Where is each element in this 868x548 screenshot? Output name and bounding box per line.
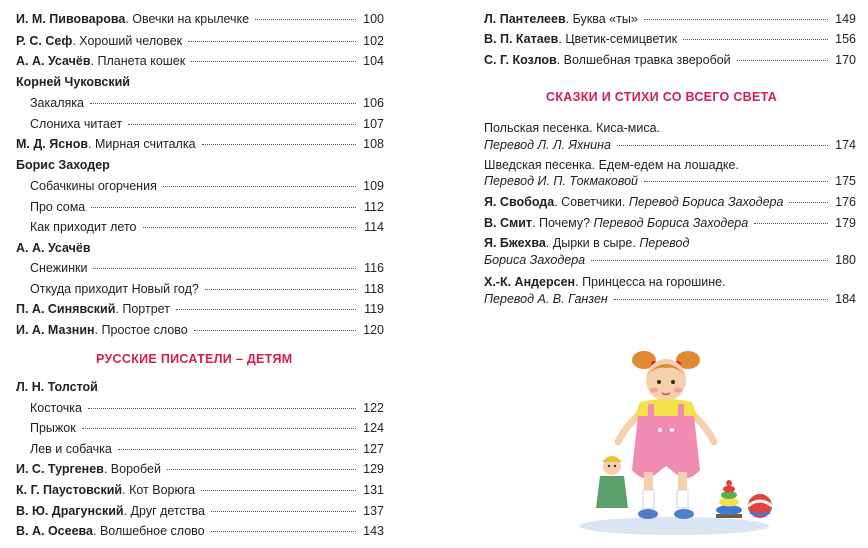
entry-title: Волшебное слово <box>99 524 205 538</box>
toc-entry-turgenev[interactable]: И. С. Тургенев. Воробей 129 <box>16 459 384 479</box>
entry-author: Л. Пантелеев <box>484 12 566 26</box>
toc-entry-smit[interactable]: В. Смит. Почему? Перевод Бориса Заходера 179 <box>484 213 856 233</box>
ground-shadow <box>579 517 769 535</box>
entry-translator: Перевод И. П. Токмаковой <box>484 174 638 188</box>
entry-title: Кот Ворюга <box>129 483 196 497</box>
girl-figure <box>618 351 714 519</box>
author-heading-tolstoy: Л. Н. Толстой <box>16 380 98 394</box>
toc-entry-oseeva[interactable]: В. А. Осеева. Волшебное слово 143 <box>16 521 384 541</box>
entry-title: Закаляка <box>30 96 84 110</box>
toc-entry-novy-god[interactable] <box>16 279 384 299</box>
toc-entry-lev-sobachka[interactable] <box>16 439 384 459</box>
toc-entry-kozlov[interactable]: С. Г. Козлов. Волшебная травка зверобой 170 <box>484 50 856 70</box>
toc-entry-sinyavsky[interactable]: П. А. Синявский. Портрет 119 <box>16 299 384 319</box>
entry-author: А. А. Усачёв <box>16 54 91 68</box>
entry-page: 175 <box>835 174 856 188</box>
entry-page: 174 <box>835 138 856 152</box>
entry-title: Простое слово <box>101 323 188 337</box>
entry-page: 120 <box>363 323 384 337</box>
author-heading-chukovsky: Корней Чуковский <box>16 75 130 89</box>
entry-author: И. А. Мазнин <box>16 323 95 337</box>
dot-leader <box>167 469 356 470</box>
dot-leader <box>591 260 828 261</box>
entry-author: И. С. Тургенев <box>16 462 104 476</box>
dot-leader <box>201 490 356 491</box>
dot-leader <box>205 289 356 290</box>
entry-title: Портрет <box>122 302 170 316</box>
entry-author: К. Г. Паустовский <box>16 483 123 497</box>
entry-page: 180 <box>835 253 856 267</box>
entry-author: С. Г. Козлов <box>484 53 557 67</box>
dot-leader <box>211 511 356 512</box>
toc-entry-kostochka[interactable] <box>16 398 384 418</box>
entry-page: 118 <box>364 282 384 296</box>
entry-author: И. М. Пивоварова <box>16 12 126 26</box>
dot-leader <box>255 19 356 20</box>
entry-title: Собачкины огорчения <box>30 179 157 193</box>
entry-page: 137 <box>363 504 384 518</box>
toc-entry-usachev-cats[interactable]: А. А. Усачёв. Планета кошек 104 <box>16 51 384 71</box>
entry-page: 122 <box>363 401 384 415</box>
girl-illustration <box>574 338 774 538</box>
entry-title: Шведская песенка. Едем-едем на лошадке. <box>484 158 739 172</box>
entry-translator: Перевод Л. Л. Яхнина <box>484 138 611 152</box>
toc-entry-zakalyaka[interactable] <box>16 93 384 113</box>
entry-title: Друг детства <box>130 504 205 518</box>
toc-entry-bzhekhva-title[interactable]: Я. Бжехва. Дырки в сыре. Перевод <box>484 236 690 250</box>
toc-entry-pivovarova[interactable]: И. М. Пивоварова. Овечки на крылечке 100 <box>16 9 384 29</box>
toc-entry-maznin[interactable]: И. А. Мазнин. Простое слово 120 <box>16 320 384 340</box>
author-heading-usachev: А. А. Усачёв <box>16 241 91 255</box>
entry-author: М. Д. Яснов <box>16 137 89 151</box>
entry-author: Я. Свобода <box>484 195 555 209</box>
dot-leader <box>82 428 356 429</box>
entry-author: В. Смит <box>484 216 533 230</box>
entry-author: Я. Бжехва <box>484 236 546 250</box>
pyramid-toy <box>716 480 742 518</box>
entry-title: Прыжок <box>30 421 76 435</box>
entry-page: 107 <box>363 117 384 131</box>
toc-entry-sobachkiny[interactable] <box>16 176 384 196</box>
toc-entry-svoboda[interactable]: Я. Свобода. Советчики. Перевод Бориса Заходера 176 <box>484 192 856 212</box>
toc-entry-pro-soma[interactable] <box>16 197 384 217</box>
toc-entry-sef[interactable]: Р. С. Сеф. Хороший человек 102 <box>16 31 384 51</box>
entry-title: Овечки на крылечке <box>132 12 250 26</box>
toc-entry-snezhinki[interactable] <box>16 258 384 278</box>
entry-title: Волшебная травка зверобой <box>563 53 731 67</box>
toc-entry-pryzhok[interactable] <box>16 418 384 438</box>
entry-author: В. Ю. Драгунский <box>16 504 124 518</box>
entry-translator: Перевод Бориса Заходера <box>628 195 784 209</box>
entry-translator: Бориса Заходера <box>484 253 586 267</box>
dot-leader <box>789 202 828 203</box>
entry-title: Слониха читает <box>30 117 123 131</box>
section-title-russian-writers: РУССКИЕ ПИСАТЕЛИ – ДЕТЯМ <box>96 352 293 366</box>
entry-title: Хороший человек <box>79 34 183 48</box>
entry-title: Дырки в сыре. <box>552 236 636 250</box>
entry-title: Косточка <box>30 401 82 415</box>
entry-translator: Перевод Бориса Заходера <box>593 216 749 230</box>
dot-leader <box>614 299 828 300</box>
entry-title: Как приходит лето <box>30 220 137 234</box>
entry-title: Принцесса на горошине. <box>582 275 726 289</box>
entry-title: Польская песенка. Киса-миса. <box>484 121 661 135</box>
dot-leader <box>191 61 356 62</box>
section-title-world-tales: СКАЗКИ И СТИХИ СО ВСЕГО СВЕТА <box>546 90 778 104</box>
toc-entry-polish[interactable] <box>484 135 856 155</box>
toc-entry-kataev[interactable]: В. П. Катаев. Цветик-семицветик 156 <box>484 29 856 49</box>
entry-page: 100 <box>363 12 384 26</box>
entry-page: 129 <box>363 462 384 476</box>
toc-entry-paustovsky[interactable]: К. Г. Паустовский. Кот Ворюга 131 <box>16 480 384 500</box>
entry-page: 119 <box>364 302 384 316</box>
dot-leader <box>737 60 828 61</box>
entry-title: Снежинки <box>30 261 88 275</box>
dot-leader <box>93 268 356 269</box>
ball <box>748 494 772 518</box>
dot-leader <box>163 186 356 187</box>
entry-title: Воробей <box>110 462 161 476</box>
toc-entry-leto[interactable] <box>16 217 384 237</box>
entry-page: 112 <box>364 200 384 214</box>
dot-leader <box>88 408 356 409</box>
entry-author: П. А. Синявский <box>16 302 116 316</box>
entry-author: В. А. Осеева <box>16 524 93 538</box>
entry-page: 116 <box>364 261 384 275</box>
entry-title: Буква «ты» <box>572 12 638 26</box>
dot-leader <box>90 103 356 104</box>
entry-title: Цветик-семицветик <box>565 32 678 46</box>
dot-leader <box>91 207 356 208</box>
toc-entry-yasnov[interactable]: М. Д. Яснов. Мирная считалка 108 <box>16 134 384 154</box>
entry-page: 108 <box>363 137 384 151</box>
author-heading-zakhoder: Борис Заходер <box>16 158 110 172</box>
entry-page: 131 <box>363 483 384 497</box>
entry-title: Про сома <box>30 200 86 214</box>
dot-leader <box>202 144 356 145</box>
dot-leader <box>754 223 828 224</box>
entry-title: Советчики. <box>561 195 626 209</box>
entry-title: Планета кошек <box>97 54 186 68</box>
entry-page: 127 <box>363 442 384 456</box>
dot-leader <box>644 181 828 182</box>
entry-title: Мирная считалка <box>94 137 196 151</box>
entry-page: 149 <box>835 12 856 26</box>
entry-page: 156 <box>835 32 856 46</box>
entry-author: В. П. Катаев <box>484 32 559 46</box>
dot-leader <box>683 39 828 40</box>
entry-page: 176 <box>835 195 856 209</box>
entry-page: 109 <box>363 179 384 193</box>
toc-entry-bzhekhva[interactable] <box>484 250 856 270</box>
dot-leader <box>194 330 356 331</box>
toc-entry-slonikha[interactable] <box>16 114 384 134</box>
entry-page: 179 <box>835 216 856 230</box>
entry-title: Лев и собачка <box>30 442 112 456</box>
entry-page: 143 <box>363 524 384 538</box>
entry-title: Откуда приходит Новый год? <box>30 282 199 296</box>
entry-translator-prefix: Перевод <box>639 236 690 250</box>
dot-leader <box>176 309 356 310</box>
dot-leader <box>211 531 356 532</box>
toc-entry-panteleev[interactable]: Л. Пантелеев. Буква «ты» 149 <box>484 9 856 29</box>
dot-leader <box>128 124 356 125</box>
toc-entry-swedish[interactable] <box>484 171 856 191</box>
dot-leader <box>118 449 356 450</box>
entry-translator: Перевод А. В. Ганзен <box>484 292 608 306</box>
entry-page: 106 <box>363 96 384 110</box>
entry-page: 124 <box>363 421 384 435</box>
entry-author: Р. С. Сеф <box>16 34 73 48</box>
dot-leader <box>143 227 356 228</box>
toc-entry-andersen[interactable] <box>484 289 856 309</box>
entry-author: Х.-К. Андерсен <box>484 275 576 289</box>
entry-page: 102 <box>363 34 384 48</box>
dot-leader <box>188 41 356 42</box>
toc-entry-andersen-title[interactable]: Х.-К. Андерсен. Принцесса на горошине. <box>484 275 726 289</box>
doll <box>596 456 628 508</box>
entry-page: 104 <box>363 54 384 68</box>
entry-page: 170 <box>835 53 856 67</box>
dot-leader <box>644 19 828 20</box>
entry-title: Почему? <box>539 216 591 230</box>
entry-page: 114 <box>364 220 384 234</box>
dot-leader <box>617 145 828 146</box>
entry-page: 184 <box>835 292 856 306</box>
toc-entry-dragunsky[interactable]: В. Ю. Драгунский. Друг детства 137 <box>16 501 384 521</box>
